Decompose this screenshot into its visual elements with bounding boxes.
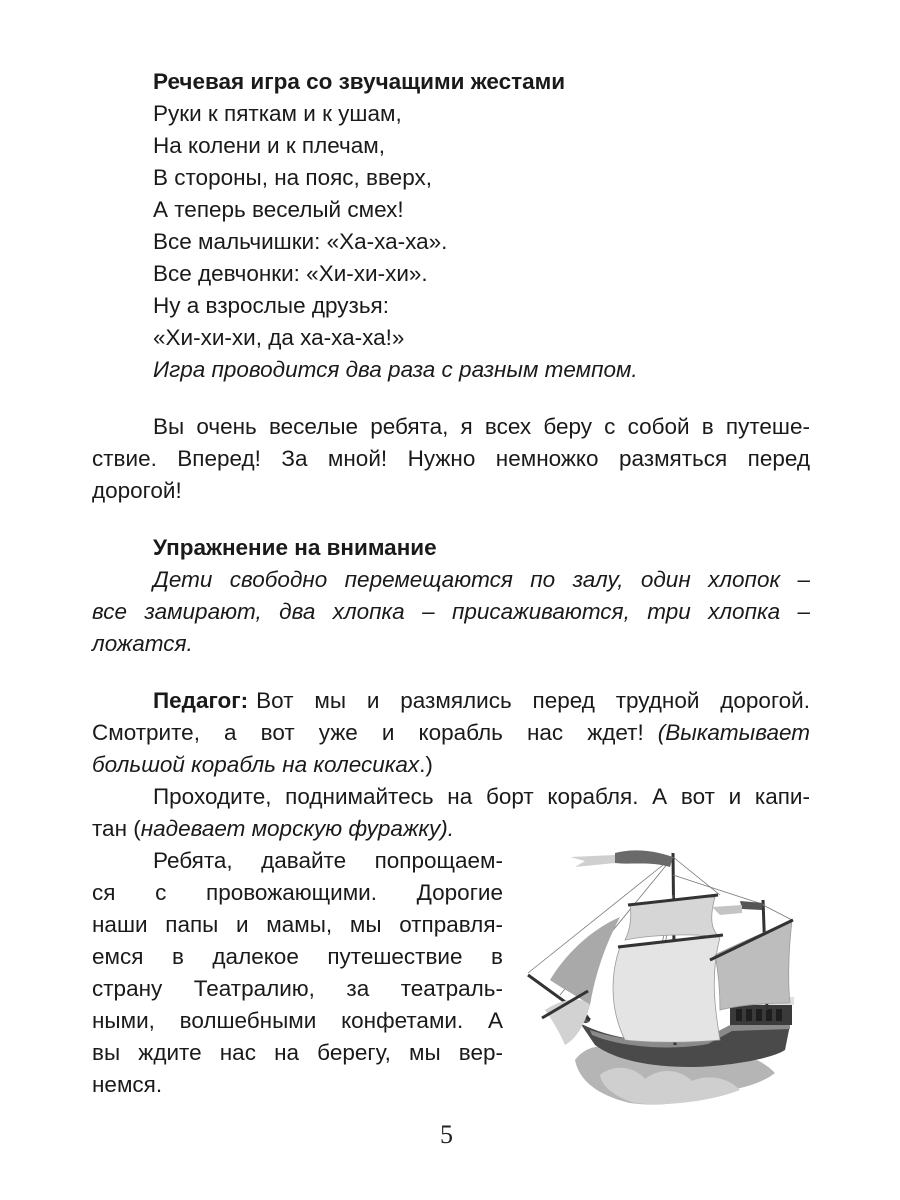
paragraph-line: ся с провожающими. Дорогие [92, 880, 503, 905]
section-title-speech-game: Речевая игра со звучащими жестами [153, 69, 566, 94]
paragraph-line [92, 813, 454, 845]
speech-text: тан ( [92, 816, 141, 841]
speech-text: Вот мы и размялись перед трудной дорогой. [256, 688, 810, 713]
paragraph-line: немся. [92, 1072, 163, 1097]
exercise-line: ложатся. [92, 631, 193, 656]
stage-direction: (Выкатывает [657, 720, 810, 745]
exercise-line: все замирают, два хлопка – присаживаются, три хлопка – [92, 599, 810, 624]
paragraph-line [92, 749, 433, 781]
paragraph-line: ными, волшебными конфетами. А [92, 1008, 503, 1033]
paragraph-line: вы ждите нас на берегу, мы вер- [92, 1040, 503, 1065]
paragraph-line: ствие. Вперед! За мной! Нужно немножко размяться перед [92, 446, 810, 471]
paragraph-line [153, 685, 810, 717]
punctuation: .) [419, 752, 433, 777]
section-title-attention-exercise: Упражнение на внимание [153, 535, 437, 560]
paragraph-line: Проходите, поднимайтесь на борт корабля. А вот и капи- [153, 784, 810, 809]
paragraph-line: дорогой! [92, 478, 182, 503]
verse-line: В стороны, на пояс, вверх, [153, 165, 432, 190]
sailing-ship-icon [520, 835, 820, 1115]
verse-line: Ну а взрослые друзья: [153, 293, 389, 318]
verse-line: Руки к пяткам и к ушам, [153, 101, 402, 126]
verse-line: На колени и к плечам, [153, 133, 385, 158]
paragraph-line: Вы очень веселые ребята, я всех беру с собой в путеше- [153, 414, 810, 439]
verse-line: «Хи-хи-хи, да ха-ха-ха!» [153, 325, 405, 350]
verse-line: Все девчонки: «Хи-хи-хи». [153, 261, 428, 286]
page-number: 5 [440, 1120, 453, 1149]
paragraph-line [92, 717, 810, 749]
verse-line: А теперь веселый смех! [153, 197, 404, 222]
paragraph-line: страну Театралию, за театраль- [92, 976, 503, 1001]
paragraph-line: Ребята, давайте попрощаем- [153, 848, 503, 873]
stage-direction: надевает морскую фуражку). [140, 816, 455, 841]
speaker-label: Педагог: [153, 688, 249, 713]
speech-text: Смотрите, а вот уже и корабль нас ждет! [92, 720, 644, 745]
paragraph-line: наши папы и мамы, мы отправля- [92, 912, 503, 937]
verse-line: Все мальчишки: «Ха-ха-ха». [153, 229, 448, 254]
stage-direction: большой корабль на колесиках [92, 752, 420, 777]
exercise-line: Дети свободно перемещаются по залу, один хлопок – [153, 567, 810, 592]
paragraph-line: емся в далекое путешествие в [92, 944, 503, 969]
game-note: Игра проводится два раза с разным темпом. [153, 357, 638, 382]
